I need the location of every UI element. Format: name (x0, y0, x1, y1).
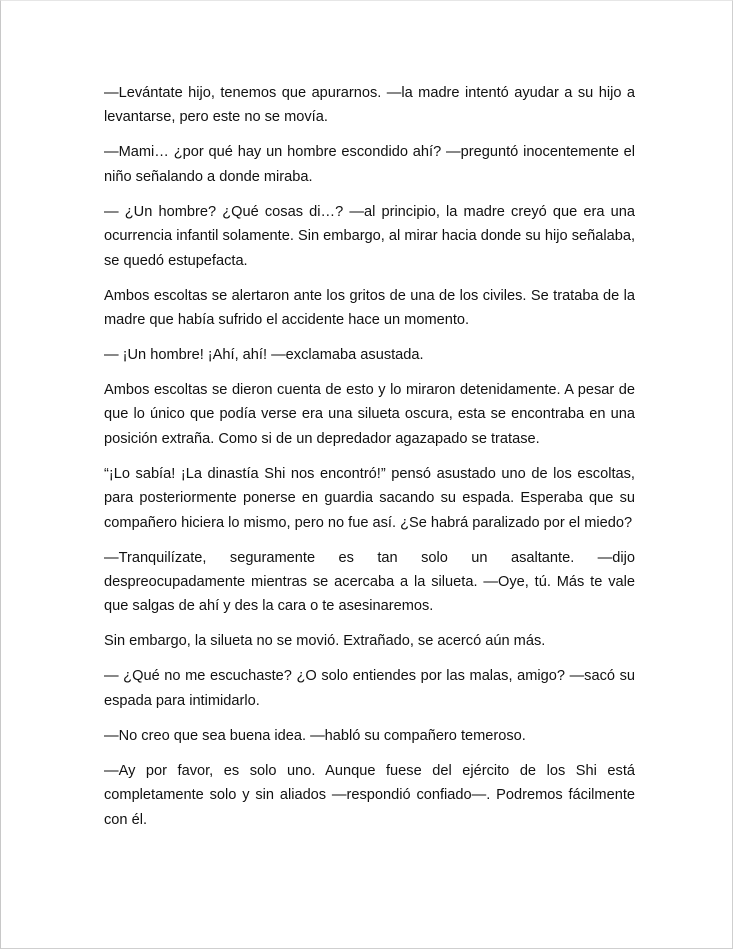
paragraph: Ambos escoltas se dieron cuenta de esto y lo miraron detenidamente. A pesar de que lo único que podía verse era una silueta oscura, esta se encontraba en una posición extraña. Como si de un depredador agazapado se tratase. (104, 382, 635, 447)
paragraph: Sin embargo, la silueta no se movió. Extrañado, se acercó aún más. (104, 633, 546, 650)
paragraph: —Levántate hijo, tenemos que apurarnos. —la madre intentó ayudar a su hijo a levantarse, pero este no se movía. (104, 85, 635, 126)
paragraph: — ¿Qué no me escuchaste? ¿O solo entiendes por las malas, amigo? —sacó su espada para intimidarlo. (104, 668, 635, 709)
paragraph: —Ay por favor, es solo uno. Aunque fuese del ejército de los Shi está completamente solo y sin aliados —respondió confiado—. Podremos fácilmente con él. (104, 762, 635, 828)
paragraph: “¡Lo sabía! ¡La dinastía Shi nos encontró!” pensó asustado uno de los escoltas, para posteriormente ponerse en guardia sacando su espada. Esperaba que su compañero hiciera lo mismo, pero no fue así. ¿Se habrá paralizado por el miedo? (104, 465, 635, 531)
paragraph: — ¡Un hombre! ¡Ahí, ahí! —exclamaba asustada. (104, 347, 424, 364)
paragraph: —No creo que sea buena idea. —habló su compañero temeroso. (104, 727, 526, 744)
paragraph: —Tranquilízate, seguramente es tan solo un asaltante. —dijo despreocupadamente mientras se acercaba a la silueta. —Oye, tú. Más te vale que salgas de ahí y des la cara o te asesinaremos. (104, 549, 635, 615)
paragraph: — ¿Un hombre? ¿Qué cosas di…? —al principio, la madre creyó que era una ocurrencia infantil solamente. Sin embargo, al mirar hacia donde su hijo señalaba, se quedó estupefacta. (104, 203, 635, 269)
paragraph: —Mami… ¿por qué hay un hombre escondido ahí? —preguntó inocentemente el niño señalando a donde miraba. (104, 144, 635, 185)
document-body (104, 81, 635, 843)
paragraph: Ambos escoltas se alertaron ante los gritos de una de los civiles. Se trataba de la madre que había sufrido el accidente hace un momento. (104, 287, 635, 329)
